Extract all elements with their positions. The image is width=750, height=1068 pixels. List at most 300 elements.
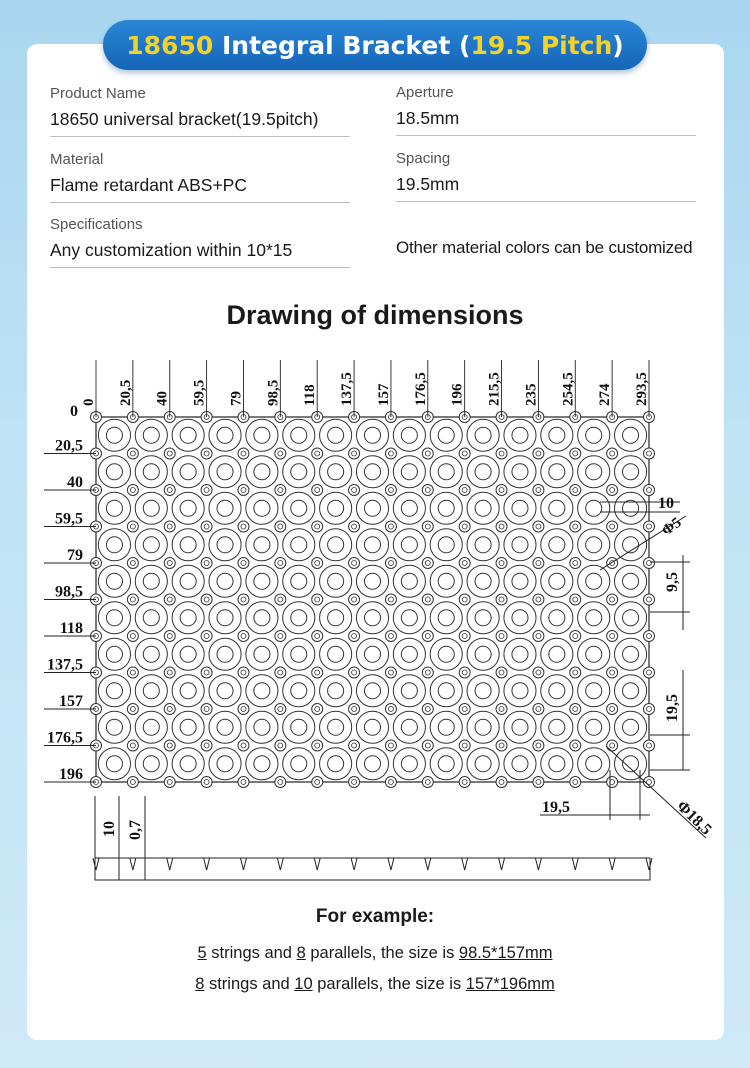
- grid-joint: [238, 558, 249, 569]
- left-dimension-label: 98,5: [55, 583, 83, 601]
- cell-hole: [180, 719, 196, 735]
- grid-joint: [201, 558, 212, 569]
- cell-aperture: [541, 419, 573, 451]
- grid-joint: [164, 485, 175, 496]
- cell-aperture: [246, 529, 278, 561]
- cell-aperture: [283, 419, 315, 451]
- cell-hole: [328, 610, 344, 626]
- cell-aperture: [578, 602, 610, 634]
- cell-aperture: [320, 675, 352, 707]
- grid-joint: [349, 521, 360, 532]
- spec-spacing: Spacing 19.5mm: [396, 150, 696, 202]
- cell-aperture: [246, 456, 278, 488]
- cell-hole: [328, 646, 344, 662]
- cell-aperture: [578, 529, 610, 561]
- grid-joint: [349, 485, 360, 496]
- cell-aperture: [393, 419, 425, 451]
- cell-aperture: [98, 419, 130, 451]
- grid-joint: [459, 521, 470, 532]
- grid-joint: [312, 558, 323, 569]
- profile-tooth: [572, 858, 575, 870]
- bracket-outline: [96, 417, 649, 782]
- top-dimension-label: 59,5: [191, 379, 208, 406]
- cell-aperture: [135, 565, 167, 597]
- cell-hole: [512, 756, 528, 772]
- grid-joint: [201, 485, 212, 496]
- cell-aperture: [246, 492, 278, 524]
- example-title: For example:: [315, 906, 435, 927]
- cell-hole: [328, 719, 344, 735]
- cell-aperture: [283, 675, 315, 707]
- cell-aperture: [467, 456, 499, 488]
- cell-aperture: [246, 675, 278, 707]
- grid-joint: [201, 594, 212, 605]
- grid-joint: [385, 521, 396, 532]
- cell-hole: [328, 500, 344, 516]
- profile-tooth: [425, 858, 428, 870]
- cell-aperture: [98, 675, 130, 707]
- cell-aperture: [135, 602, 167, 634]
- cell-hole: [401, 573, 417, 589]
- spec-aperture: Aperture 18.5mm: [396, 84, 696, 136]
- grid-joint: [312, 740, 323, 751]
- grid-joint: [533, 558, 544, 569]
- profile-tooth: [612, 858, 615, 870]
- cell-hole: [143, 573, 159, 589]
- cell-hole: [549, 500, 565, 516]
- cell-aperture: [320, 602, 352, 634]
- cell-hole: [143, 500, 159, 516]
- grid-joint: [164, 740, 175, 751]
- grid-joint: [349, 448, 360, 459]
- cell-hole: [180, 683, 196, 699]
- grid-joint: [349, 740, 360, 751]
- grid-joint: [127, 777, 138, 788]
- cell-hole: [364, 756, 380, 772]
- grid-joint: [533, 448, 544, 459]
- cell-aperture: [135, 456, 167, 488]
- cell-aperture: [467, 675, 499, 707]
- bracket-grid: [91, 412, 655, 788]
- grid-joint: [644, 740, 655, 751]
- profile-tooth: [499, 858, 502, 870]
- grid-joint: [496, 448, 507, 459]
- cell-hole: [401, 537, 417, 553]
- grid-joint: [644, 594, 655, 605]
- cell-hole: [364, 537, 380, 553]
- cell-aperture: [393, 602, 425, 634]
- cell-aperture: [172, 456, 204, 488]
- cell-hole: [217, 756, 233, 772]
- grid-joint: [607, 631, 618, 642]
- cell-aperture: [615, 602, 647, 634]
- grid-joint: [459, 777, 470, 788]
- grid-joint: [312, 594, 323, 605]
- cell-aperture: [467, 529, 499, 561]
- left-dimension-label: 20,5: [55, 437, 83, 455]
- cell-hole: [549, 756, 565, 772]
- profile-tooth: [502, 858, 505, 870]
- grid-joint: [422, 777, 433, 788]
- left-dimension-label: 157: [59, 693, 83, 710]
- cell-hole: [512, 573, 528, 589]
- grid-joint: [385, 777, 396, 788]
- cell-hole: [586, 646, 602, 662]
- left-dimension-label: 137,5: [47, 656, 83, 674]
- cell-aperture: [541, 565, 573, 597]
- profile-tooth: [535, 858, 538, 870]
- grid-joint: [533, 667, 544, 678]
- cell-aperture: [98, 638, 130, 670]
- cell-aperture: [320, 748, 352, 780]
- grid-joint: [127, 740, 138, 751]
- cell-hole: [143, 756, 159, 772]
- cell-aperture: [283, 748, 315, 780]
- cell-hole: [401, 756, 417, 772]
- grid-joint: [349, 594, 360, 605]
- cell-hole: [401, 464, 417, 480]
- cell-hole: [291, 756, 307, 772]
- cell-hole: [217, 646, 233, 662]
- cell-hole: [401, 610, 417, 626]
- title-pitch: 19.5 Pitch: [470, 30, 613, 60]
- cell-aperture: [283, 456, 315, 488]
- cell-hole: [364, 646, 380, 662]
- grid-joint: [164, 704, 175, 715]
- cell-hole: [106, 464, 122, 480]
- cell-aperture: [172, 675, 204, 707]
- cell-aperture: [541, 748, 573, 780]
- cell-aperture: [467, 748, 499, 780]
- grid-joint: [385, 667, 396, 678]
- profile-tooth: [280, 858, 283, 870]
- profile-tooth: [133, 858, 136, 870]
- cell-aperture: [135, 748, 167, 780]
- grid-joint: [533, 704, 544, 715]
- cell-aperture: [172, 529, 204, 561]
- cell-hole: [291, 610, 307, 626]
- cell-hole: [475, 610, 491, 626]
- profile-tooth: [538, 858, 541, 870]
- grid-joint: [422, 521, 433, 532]
- cell-aperture: [98, 565, 130, 597]
- cell-aperture: [541, 492, 573, 524]
- cell-hole: [586, 573, 602, 589]
- cell-hole: [475, 427, 491, 443]
- grid-joint: [349, 704, 360, 715]
- grid-joint: [570, 631, 581, 642]
- profile-tooth: [240, 858, 243, 870]
- cell-aperture: [541, 602, 573, 634]
- top-dimension-label: 98,5: [265, 379, 282, 406]
- grid-joint: [459, 485, 470, 496]
- cell-aperture: [209, 456, 241, 488]
- cell-aperture: [393, 492, 425, 524]
- grid-joint: [607, 594, 618, 605]
- cell-hole: [143, 683, 159, 699]
- grid-joint: [127, 521, 138, 532]
- cell-aperture: [430, 675, 462, 707]
- cell-aperture: [615, 419, 647, 451]
- grid-joint: [459, 448, 470, 459]
- cell-aperture: [135, 638, 167, 670]
- cell-hole: [512, 464, 528, 480]
- top-dimension-label: 215,5: [486, 372, 503, 406]
- cell-hole: [106, 719, 122, 735]
- cell-hole: [549, 427, 565, 443]
- grid-joint: [349, 777, 360, 788]
- cell-hole: [291, 427, 307, 443]
- cell-hole: [328, 683, 344, 699]
- grid-joint: [459, 704, 470, 715]
- grid-joint: [312, 667, 323, 678]
- title-text: Integral Bracket: [221, 30, 451, 60]
- cell-hole: [623, 719, 639, 735]
- grid-joint: [385, 740, 396, 751]
- grid-joint: [312, 777, 323, 788]
- grid-joint: [422, 485, 433, 496]
- cell-aperture: [135, 711, 167, 743]
- grid-joint: [238, 777, 249, 788]
- profile-tooth: [462, 858, 465, 870]
- profile-tooth: [465, 858, 468, 870]
- cell-aperture: [615, 565, 647, 597]
- top-dimension-labels: [81, 360, 650, 417]
- grid-joint: [570, 448, 581, 459]
- grid-joint: [644, 667, 655, 678]
- profile-tooth: [388, 858, 391, 870]
- cell-hole: [438, 719, 454, 735]
- cell-aperture: [283, 492, 315, 524]
- cell-hole: [401, 683, 417, 699]
- cell-aperture: [504, 419, 536, 451]
- grid-joint: [570, 704, 581, 715]
- cell-hole: [623, 427, 639, 443]
- cell-aperture: [578, 711, 610, 743]
- cell-aperture: [135, 419, 167, 451]
- cell-aperture: [209, 419, 241, 451]
- cell-aperture: [98, 492, 130, 524]
- cell-hole: [586, 537, 602, 553]
- cell-hole: [217, 683, 233, 699]
- cell-hole: [586, 719, 602, 735]
- cell-hole: [586, 500, 602, 516]
- cell-hole: [512, 537, 528, 553]
- top-dimension-label: 196: [449, 383, 466, 406]
- cell-hole: [291, 537, 307, 553]
- grid-joint: [422, 667, 433, 678]
- grid-joint: [607, 777, 618, 788]
- left-dimension-label: 59,5: [55, 510, 83, 528]
- cell-aperture: [393, 638, 425, 670]
- profile-tooth: [314, 858, 317, 870]
- cell-aperture: [393, 529, 425, 561]
- profile-tooth: [428, 858, 431, 870]
- cell-hole: [291, 573, 307, 589]
- cell-hole: [217, 719, 233, 735]
- cell-aperture: [320, 711, 352, 743]
- cell-hole: [217, 464, 233, 480]
- cell-aperture: [172, 711, 204, 743]
- spec-specifications: Specifications Any customization within 10*15: [50, 216, 350, 268]
- cell-aperture: [283, 711, 315, 743]
- grid-joint: [275, 485, 286, 496]
- cell-hole: [328, 464, 344, 480]
- cell-aperture: [209, 565, 241, 597]
- origin-label: 0: [70, 403, 78, 420]
- cell-aperture: [430, 565, 462, 597]
- grid-joint: [496, 521, 507, 532]
- cell-aperture: [541, 675, 573, 707]
- grid-joint: [127, 704, 138, 715]
- profile-tooth: [170, 858, 173, 870]
- cell-hole: [549, 646, 565, 662]
- grid-joint: [422, 594, 433, 605]
- svg-text:19,5: 19,5: [664, 694, 681, 722]
- cell-hole: [475, 719, 491, 735]
- profile-tooth: [207, 858, 210, 870]
- cell-aperture: [393, 565, 425, 597]
- cell-hole: [106, 683, 122, 699]
- grid-joint: [496, 704, 507, 715]
- cell-hole: [180, 756, 196, 772]
- cell-aperture: [209, 748, 241, 780]
- grid-joint: [275, 704, 286, 715]
- side-10-label: 10: [101, 821, 118, 837]
- cell-aperture: [246, 638, 278, 670]
- cell-aperture: [541, 456, 573, 488]
- cell-aperture: [98, 602, 130, 634]
- cell-hole: [291, 500, 307, 516]
- cell-hole: [438, 573, 454, 589]
- grid-joint: [459, 667, 470, 678]
- profile-tooth: [646, 858, 649, 870]
- cell-hole: [106, 756, 122, 772]
- cell-hole: [586, 610, 602, 626]
- cell-aperture: [283, 602, 315, 634]
- grid-joint: [422, 740, 433, 751]
- cell-hole: [106, 573, 122, 589]
- cell-hole: [364, 500, 380, 516]
- profile-tooth: [243, 858, 246, 870]
- grid-joint: [607, 558, 618, 569]
- cell-hole: [106, 646, 122, 662]
- grid-joint: [127, 594, 138, 605]
- cell-hole: [180, 610, 196, 626]
- grid-joint: [201, 777, 212, 788]
- grid-joint: [385, 704, 396, 715]
- cell-hole: [549, 683, 565, 699]
- cell-hole: [143, 537, 159, 553]
- cell-aperture: [430, 492, 462, 524]
- top-dimension-label: 40: [154, 391, 171, 406]
- grid-joint: [422, 704, 433, 715]
- cell-aperture: [615, 711, 647, 743]
- grid-joint: [164, 558, 175, 569]
- grid-joint: [164, 667, 175, 678]
- grid-joint: [238, 485, 249, 496]
- dim-9-5-annotation: [650, 555, 690, 630]
- cell-hole: [475, 573, 491, 589]
- cell-hole: [106, 427, 122, 443]
- cell-aperture: [430, 529, 462, 561]
- grid-joint: [275, 667, 286, 678]
- top-dimension-label: 157: [375, 383, 392, 406]
- cell-aperture: [615, 492, 647, 524]
- cell-aperture: [541, 529, 573, 561]
- cell-aperture: [246, 711, 278, 743]
- cell-aperture: [578, 748, 610, 780]
- grid-joint: [570, 594, 581, 605]
- cell-aperture: [504, 456, 536, 488]
- profile-tooth: [277, 858, 280, 870]
- cell-hole: [586, 464, 602, 480]
- cell-aperture: [578, 675, 610, 707]
- cell-aperture: [615, 529, 647, 561]
- cell-hole: [254, 500, 270, 516]
- cell-aperture: [467, 492, 499, 524]
- grid-joint: [607, 704, 618, 715]
- left-dimension-label: 196: [59, 766, 83, 783]
- cell-hole: [106, 610, 122, 626]
- title-number: 18650: [126, 30, 214, 60]
- cell-aperture: [356, 565, 388, 597]
- top-dimension-label: 20,5: [117, 379, 134, 406]
- cell-hole: [475, 537, 491, 553]
- cell-aperture: [135, 492, 167, 524]
- profile-tooth: [609, 858, 612, 870]
- grid-joint: [164, 521, 175, 532]
- cell-hole: [254, 719, 270, 735]
- left-dimension-label: 176,5: [47, 729, 83, 747]
- cell-hole: [364, 573, 380, 589]
- cell-hole: [291, 646, 307, 662]
- grid-joint: [349, 667, 360, 678]
- grid-joint: [644, 558, 655, 569]
- cell-hole: [438, 500, 454, 516]
- top-dimension-label: 176,5: [412, 372, 429, 406]
- grid-joint: [127, 667, 138, 678]
- cell-aperture: [430, 711, 462, 743]
- grid-joint: [422, 558, 433, 569]
- top-dimension-label: 293,5: [634, 372, 650, 406]
- cell-aperture: [209, 492, 241, 524]
- cell-hole: [475, 500, 491, 516]
- cell-aperture: [98, 529, 130, 561]
- cell-hole: [512, 500, 528, 516]
- cell-hole: [438, 537, 454, 553]
- grid-joint: [570, 777, 581, 788]
- dim-phi18-5-annotation: [606, 746, 715, 839]
- cell-hole: [254, 537, 270, 553]
- cell-aperture: [356, 529, 388, 561]
- grid-joint: [312, 448, 323, 459]
- cell-hole: [364, 427, 380, 443]
- cell-hole: [180, 646, 196, 662]
- cell-hole: [401, 427, 417, 443]
- cell-hole: [549, 719, 565, 735]
- top-dimension-label: 274: [597, 383, 614, 406]
- cell-hole: [143, 427, 159, 443]
- spec-material: Material Flame retardant ABS+PC: [50, 151, 350, 203]
- grid-joint: [164, 777, 175, 788]
- cell-aperture: [209, 638, 241, 670]
- example-line-1: 5 strings and 8 parallels, the size is 98.5*157mm: [197, 944, 553, 962]
- svg-text:Φ18,5: Φ18,5: [673, 797, 715, 839]
- cell-aperture: [578, 492, 610, 524]
- cell-aperture: [504, 529, 536, 561]
- cell-hole: [254, 646, 270, 662]
